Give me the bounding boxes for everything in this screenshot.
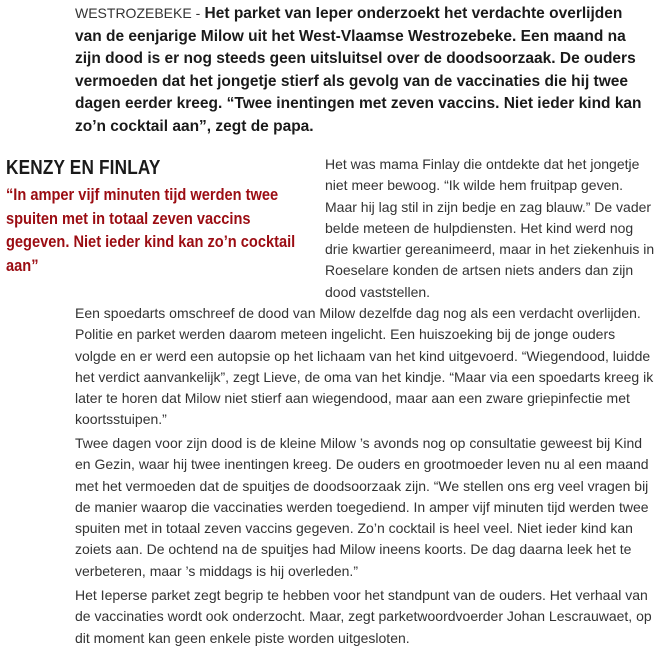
article-paragraph-1: Het was mama Finlay die ontdekte dat het jongetje niet meer bewoog. “Ik wilde hem fruitpap geven. Maar hij lag stil in zijn bedje en zag blauw.” De vader belde meteen de hulpdiensten. Het kind werd nog drie kwartier gereanimeerd, maar in het ziekenhuis in Roeselare konden de artsen niets anders dan zijn dood vaststellen. (325, 156, 654, 300)
pullquote-text: “In amper vijf minuten tijd werden twee spuiten met in totaal zeven vaccins gegeven. Niet ieder kind kan zo’n cocktail aan” (6, 185, 296, 275)
lead-text: Het parket van Ieper onderzoekt het verdachte overlijden van de eenjarige Milow uit het West-Vlaamse Westrozebeke. Een maand na zijn dood is er nog steeds geen uitsluitsel over de doodsoorzaak. De ouders vermoeden dat het jongetje stierf als gevolg van de vaccinaties die hij twee dagen eerder kreeg. “Twee inentingen met zeven vaccins. Niet ieder kind kan zo’n cocktail aan”, zegt de papa. (75, 5, 642, 135)
article-paragraph-2: Een spoedarts omschreef de dood van Milow dezelfde dag nog als een verdacht overlijden. Politie en parket werden daarom meteen ingelicht. Een huiszoeking bij de jonge ouders volgde en er werd een autopsie op het lichaam van het kind uitgevoerd. “Wiegendood, luidde het verdict aanvankelijk”, zegt Lieve, de oma van het kindje. “Maar via een spoedarts kreeg ik later te horen dat Milow niet stierf aan wiegendood, maar aan een zware griepinfectie met koortsstuipen.” (75, 305, 654, 428)
pullquote (6, 157, 312, 277)
article-paragraph-4: Het Ieperse parket zegt begrip te hebben voor het standpunt van de ouders. Het verhaal van de vaccinaties wordt ook onderzocht. Maar, zegt parketwoordvoerder Johan Lescrauwaet, op dit moment kan geen enkele piste worden uitgesloten. (75, 587, 652, 646)
pullquote-heading: KENZY EN FINLAY (6, 157, 161, 179)
dateline: WESTROZEBEKE - (75, 5, 201, 21)
article-lead (75, 2, 647, 138)
article-paragraph-3: Twee dagen voor zijn dood is de kleine Milow ’s avonds nog op consultatie geweest bij Kind en Gezin, waar hij twee inentingen kreeg. De ouders en grootmoeder leven nu al een maand met het vermoeden dat de spuitjes de doodsoorzaak zijn. “We stellen ons erg veel vragen bij de manier waarop die vaccinaties werden toegediend. In amper vijf minuten tijd werden twee spuiten met in totaal zeven vaccins gegeven. Zo’n cocktail is heel veel. Niet ieder kind kan zoiets aan. De ochtend na de spuitjes had Milow ineens koorts. De dag daarna leek het te verbeteren, maar ’s middags is hij overleden.” (75, 435, 649, 579)
